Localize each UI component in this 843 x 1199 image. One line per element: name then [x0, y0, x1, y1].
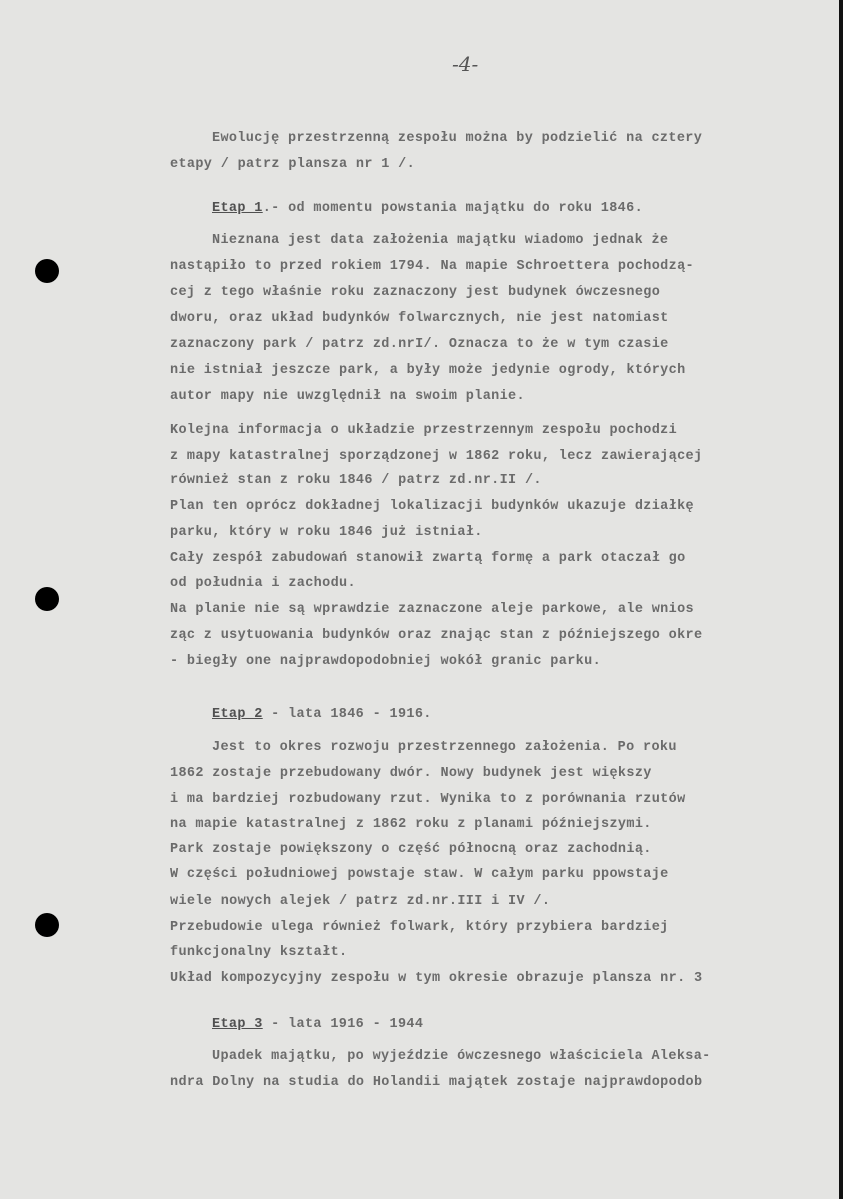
stage2-line: funkcjonalny kształt. [170, 945, 348, 960]
stage3-line: ndra Dolny na studia do Holandii majątek zostaje najprawdopodob [170, 1075, 703, 1090]
stage2-line: i ma bardziej rozbudowany rzut. Wynika to z porównania rzutów [170, 792, 686, 807]
stage1-line: zaznaczony park / patrz zd.nrI/. Oznacza to że w tym czasie [170, 337, 669, 352]
stage1-heading [212, 201, 643, 216]
stage2-label: Etap 2 [212, 707, 263, 722]
stage2-heading [212, 707, 432, 722]
stage1-line: Plan ten oprócz dokładnej lokalizacji budynków ukazuje działkę [170, 499, 694, 514]
intro-line: Ewolucję przestrzenną zespołu można by podzielić na cztery [212, 131, 703, 146]
stage1-line: cej z tego właśnie roku zaznaczony jest budynek ówczesnego [170, 285, 661, 300]
punch-hole-bottom [35, 913, 59, 937]
stage2-line: Układ kompozycyjny zespołu w tym okresie obrazuje plansza nr. 3 [170, 971, 703, 986]
stage1-line: - biegły one najprawdopodobniej wokół granic parku. [170, 654, 602, 669]
stage2-line: na mapie katastralnej z 1862 roku z planami późniejszymi. [170, 817, 652, 832]
stage1-line: z mapy katastralnej sporządzonej w 1862 roku, lecz zawierającej [170, 449, 703, 464]
stage1-line: Cały zespół zabudowań stanowił zwartą formę a park otaczał go [170, 551, 686, 566]
stage2-line: 1862 zostaje przebudowany dwór. Nowy budynek jest większy [170, 766, 652, 781]
stage1-line: Kolejna informacja o układzie przestrzennym zespołu pochodzi [170, 423, 678, 438]
stage3-label: Etap 3 [212, 1017, 263, 1032]
stage1-line: Nieznana jest data założenia majątku wiadomo jednak że [212, 233, 669, 248]
punch-hole-middle [35, 587, 59, 611]
stage1-line: autor mapy nie uwzględnił na swoim planie. [170, 389, 525, 404]
stage1-label: Etap 1 [212, 201, 263, 216]
stage2-title: - lata 1846 - 1916. [262, 707, 432, 722]
stage1-line: nastąpiło to przed rokiem 1794. Na mapie Schroettera pochodzą- [170, 259, 694, 274]
stage1-line: również stan z roku 1846 / patrz zd.nr.II /. [170, 473, 542, 488]
stage3-title: - lata 1916 - 1944 [262, 1017, 424, 1032]
stage2-line: W części południowej powstaje staw. W całym parku ppowstaje [170, 867, 669, 882]
stage1-line: od południa i zachodu. [170, 576, 356, 591]
intro-line: etapy / patrz plansza nr 1 /. [170, 157, 416, 172]
stage1-line: parku, który w roku 1846 już istniał. [170, 525, 483, 540]
page-number: -4- [452, 52, 479, 76]
stage2-line: Przebudowie ulega również folwark, który przybiera bardziej [170, 920, 669, 935]
stage3-line: Upadek majątku, po wyjeździe ówczesnego właściciela Aleksa- [212, 1049, 711, 1064]
stage1-line: dworu, oraz układ budynków folwarcznych, nie jest natomiast [170, 311, 669, 326]
stage1-title: .- od momentu powstania majątku do roku 1846. [262, 201, 644, 216]
stage1-line: nie istniał jeszcze park, a były może jedynie ogrody, których [170, 363, 686, 378]
page-edge [839, 0, 843, 1199]
stage3-heading [212, 1017, 423, 1032]
stage2-line: Park zostaje powiększony o część północną oraz zachodnią. [170, 842, 652, 857]
stage2-line: Jest to okres rozwoju przestrzennego założenia. Po roku [212, 740, 677, 755]
punch-hole-top [35, 259, 59, 283]
stage1-line: Na planie nie są wprawdzie zaznaczone aleje parkowe, ale wnios [170, 602, 694, 617]
stage2-line: wiele nowych alejek / patrz zd.nr.III i IV /. [170, 894, 551, 909]
stage1-line: ząc z usytuowania budynków oraz znając stan z późniejszego okre [170, 628, 703, 643]
